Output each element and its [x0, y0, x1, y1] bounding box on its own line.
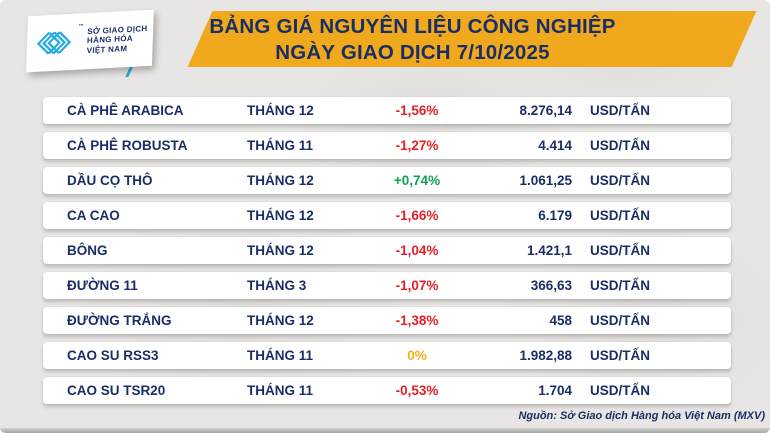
contract-month: THÁNG 12	[247, 313, 314, 328]
table-row	[43, 202, 731, 229]
price-value: 6.179	[538, 208, 572, 223]
price-unit: USD/TẤN	[590, 278, 650, 293]
commodity-name: CÀ PHÊ ROBUSTA	[67, 138, 188, 153]
price-unit: USD/TẤN	[590, 348, 650, 363]
commodity-name: CÀ PHÊ ARABICA	[67, 103, 184, 118]
contract-month: THÁNG 12	[247, 103, 314, 118]
change-percent: -1,07%	[395, 278, 439, 293]
price-value: 458	[549, 313, 572, 328]
page-title-line2: NGÀY GIAO DỊCH 7/10/2025	[275, 41, 550, 64]
commodity-name: CA CAO	[67, 208, 120, 223]
price-value: 8.276,14	[519, 103, 572, 118]
mxv-logo-text	[87, 24, 148, 56]
price-value: 1.704	[538, 383, 572, 398]
table-row	[43, 167, 731, 194]
change-percent: -0,53%	[395, 383, 439, 398]
price-value: 366,63	[530, 278, 572, 293]
commodity-name: DẦU CỌ THÔ	[67, 173, 153, 188]
logo-text-line3: VIỆT NAM	[86, 43, 128, 55]
contract-month: THÁNG 11	[247, 383, 314, 398]
contract-month: THÁNG 12	[247, 208, 314, 223]
change-percent: -1,27%	[395, 138, 439, 153]
price-unit: USD/TẤN	[590, 138, 650, 153]
table-row	[43, 97, 731, 124]
bottom-edge-strip	[0, 428, 770, 433]
contract-month: THÁNG 11	[247, 348, 314, 363]
change-percent: -1,04%	[395, 243, 439, 258]
price-table	[43, 97, 731, 404]
mxv-chevrons-icon	[34, 28, 75, 58]
commodity-name: BÔNG	[67, 243, 108, 258]
page-title-line1: BẢNG GIÁ NGUYÊN LIỆU CÔNG NGHIỆP	[209, 15, 616, 38]
table-row	[43, 377, 731, 404]
source-note: Nguồn: Sở Giao dịch Hàng hóa Việt Nam (MXV)	[518, 410, 765, 422]
change-percent: +0,74%	[393, 173, 441, 188]
page-title	[180, 14, 645, 66]
table-row	[43, 342, 731, 369]
table-row	[43, 132, 731, 159]
change-percent: -1,66%	[395, 208, 439, 223]
price-value: 1.421,1	[526, 243, 572, 258]
mxv-logo-card	[26, 10, 154, 73]
logo-text-line1: SỞ GIAO DỊCH	[87, 23, 148, 36]
trademark-symbol: ™	[78, 23, 84, 30]
commodity-name: ĐƯỜNG 11	[67, 278, 138, 293]
price-value: 1.982,88	[519, 348, 572, 363]
price-unit: USD/TẤN	[590, 103, 650, 118]
logo-text-line2: HÀNG HÓA	[86, 33, 134, 46]
price-unit: USD/TẤN	[590, 243, 650, 258]
commodity-name: CAO SU TSR20	[67, 383, 166, 398]
change-percent: -1,38%	[395, 313, 439, 328]
contract-month: THÁNG 3	[247, 278, 307, 293]
contract-month: THÁNG 12	[247, 243, 314, 258]
change-percent: 0%	[407, 348, 427, 363]
price-unit: USD/TẤN	[590, 208, 650, 223]
price-unit: USD/TẤN	[590, 383, 650, 398]
price-value: 1.061,25	[519, 173, 572, 188]
table-row	[43, 307, 731, 334]
commodity-name: CAO SU RSS3	[67, 348, 159, 363]
price-value: 4.414	[538, 138, 572, 153]
commodity-name: ĐƯỜNG TRẮNG	[67, 313, 172, 328]
price-unit: USD/TẤN	[590, 313, 650, 328]
price-unit: USD/TẤN	[590, 173, 650, 188]
table-row	[43, 272, 731, 299]
contract-month: THÁNG 11	[247, 138, 314, 153]
contract-month: THÁNG 12	[247, 173, 314, 188]
table-row	[43, 237, 731, 264]
change-percent: -1,56%	[395, 103, 439, 118]
